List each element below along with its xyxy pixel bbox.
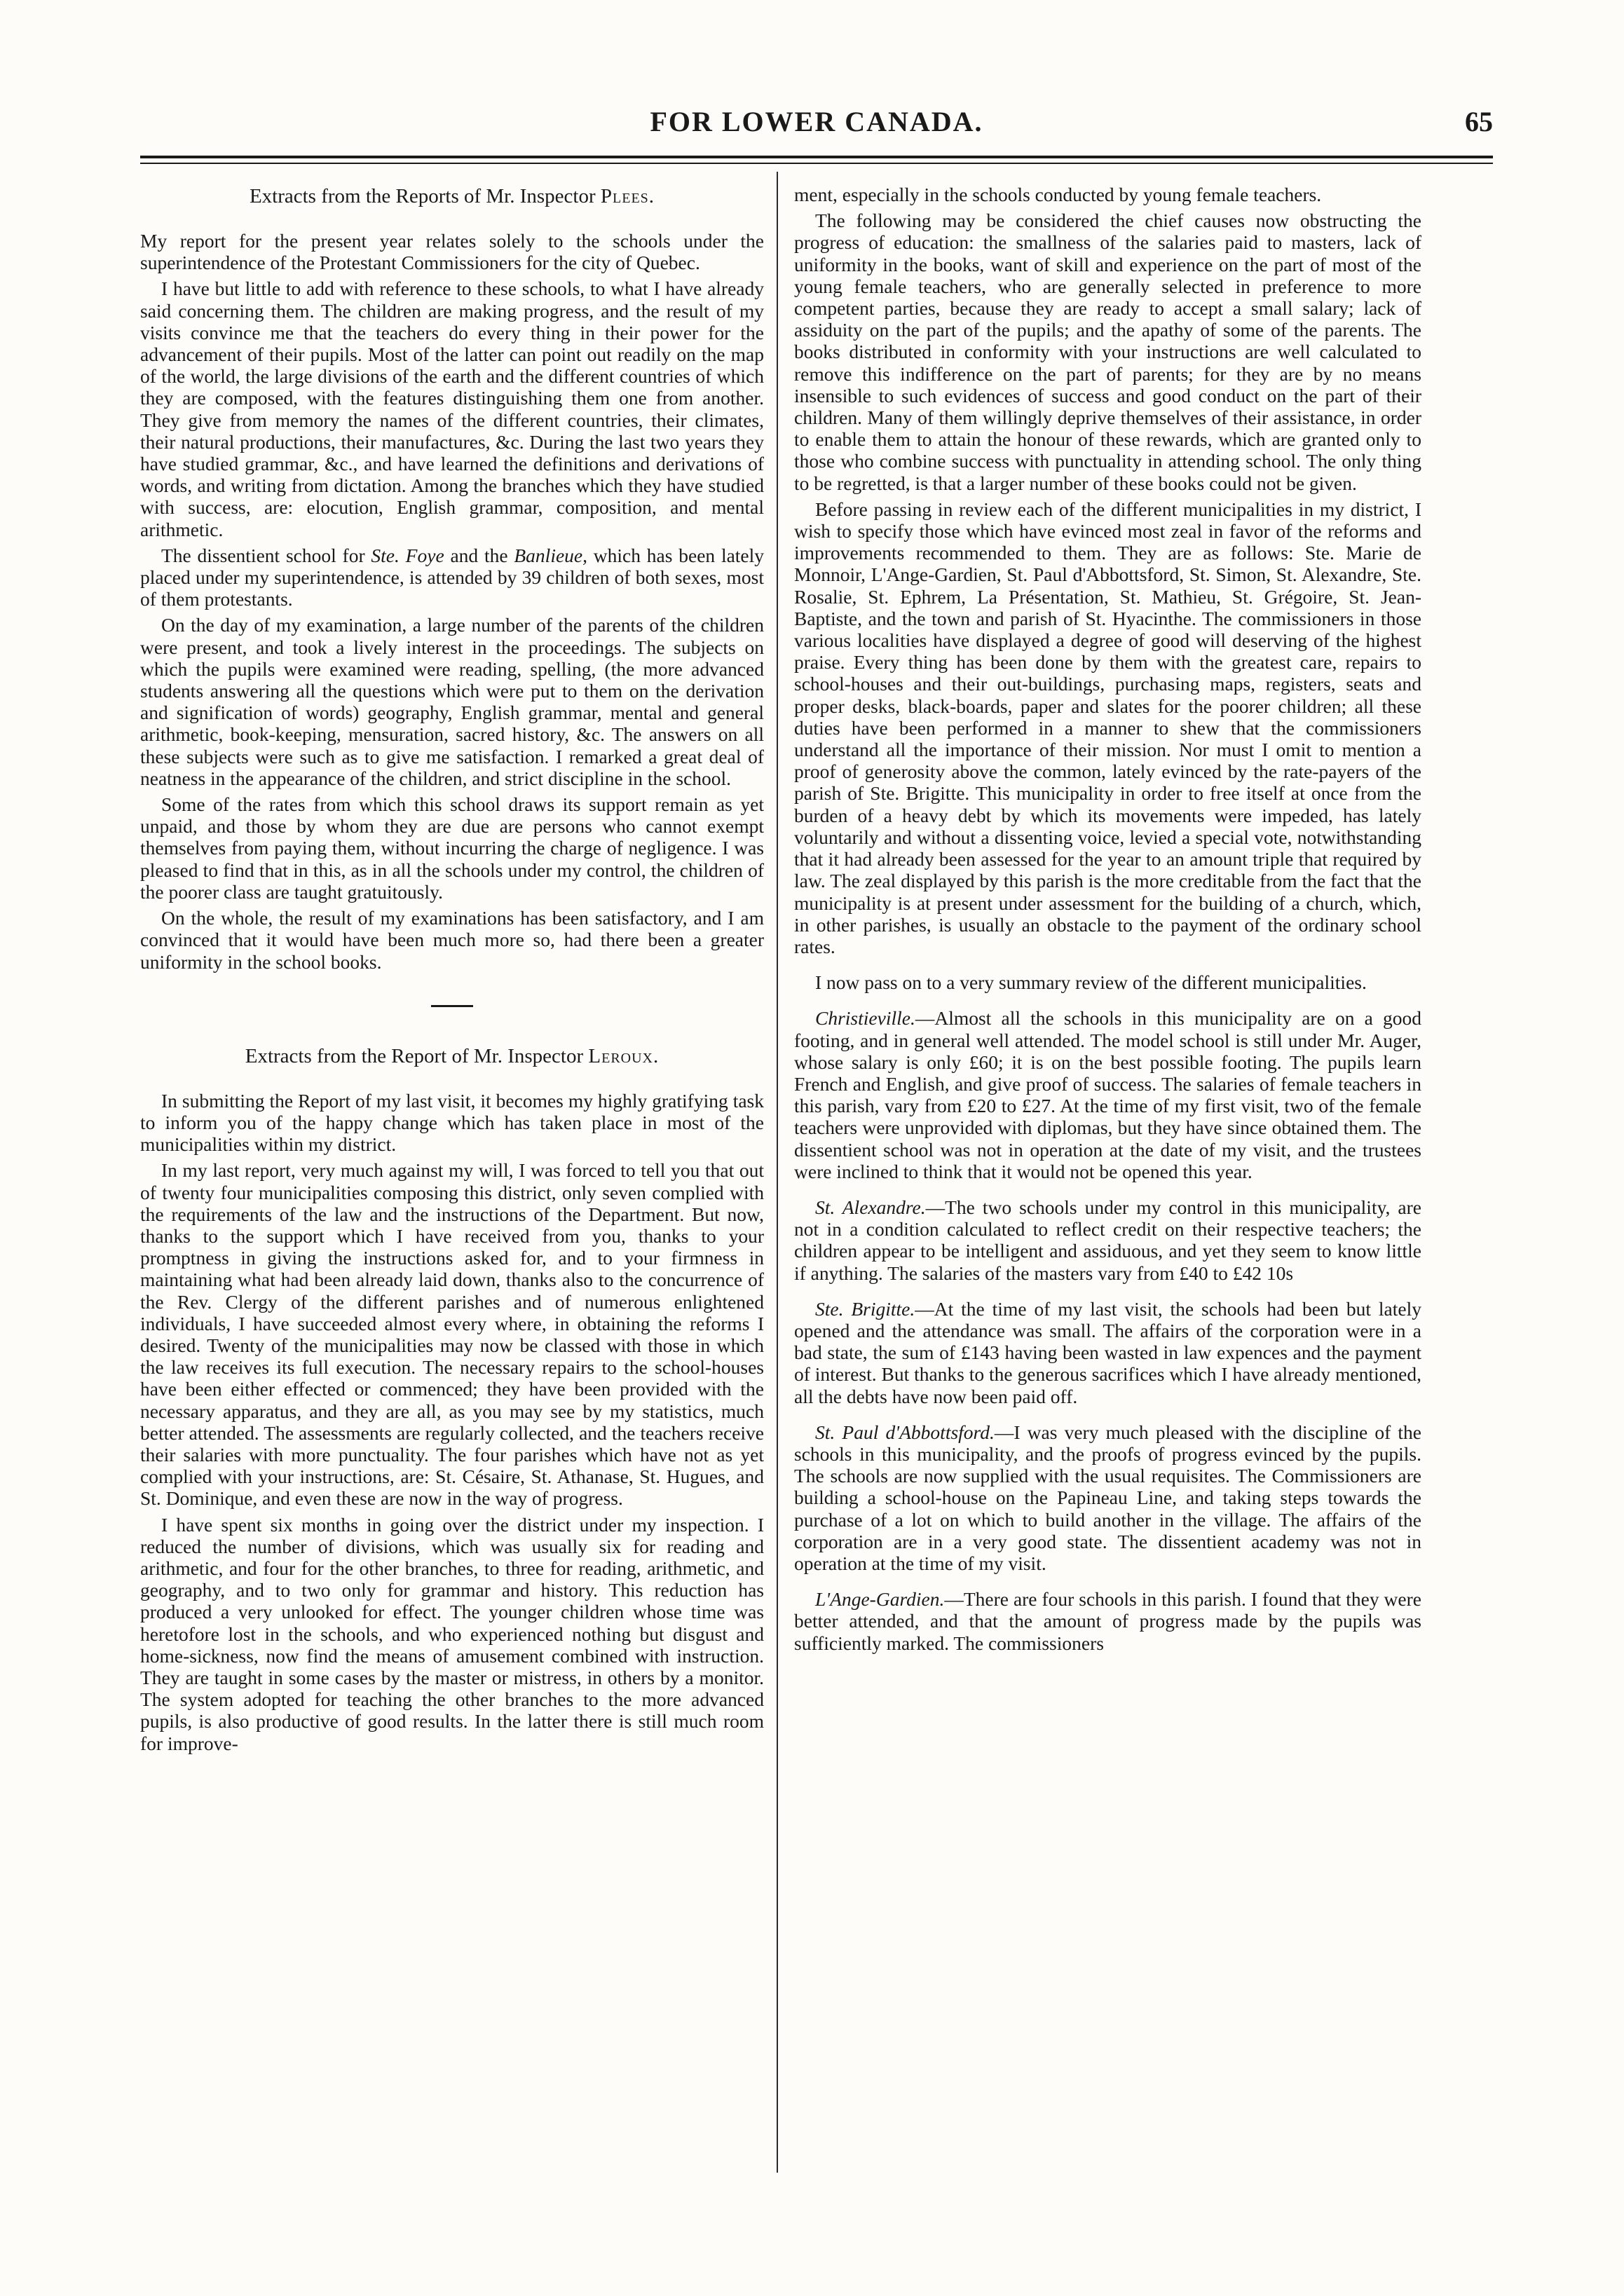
paragraph: The following may be considered the chief causes now obstructing the progress of education: the smallness of the salaries paid to masters, lack of uniformity in the books, want of skill and experience on the part of most of the young female teachers, who are generally selected in preference to more competent parties, because they are ready to accept a small salary; lack of assiduity on the part of the pupils; and the apathy of some of the parents. The books distributed in conformity with your instructions are well calculated to remove this indifference on the part of parents; for they are by no means insensible to such evidences of success and good conduct on the part of their children. Many of them willingly deprive themselves of their assistance, in order to enable them to attain the honour of these rewards, which are granted only to those who combine success with punctuality in attending school. The only thing to be regretted, is that a larger number of these books could not be given. <box>794 210 1421 494</box>
paragraph: I have but little to add with reference to these schools, to what I have already said concerning them. The children are making progress, and the result of my visits convince me that the teachers do every thing in their power for the advancement of their pupils. Most of the latter can point out readily on the map of the world, the large divisions of the earth and the different countries of which they are composed, with the features distinguishing them one from another. They give from memory the names of the different countries, their climates, their natural productions, their manufactures, &c. During the last two years they have studied grammar, &c., and have learned the definitions and derivations of words, and writing from dictation. Among the branches which they have studied with success, are: elocution, English grammar, composition, and mental arithmetic. <box>140 278 764 540</box>
left-column <box>140 184 764 2174</box>
section-heading-plees <box>140 184 764 209</box>
header-rule-thin <box>140 163 1493 164</box>
paragraph: In my last report, very much against my will, I was forced to tell you that out of twenty four municipalities composing this district, only seven complied with the requirements of the law and the instructions of the Department. But now, thanks to the support which I have received from you, thanks to your promptness in giving the instructions asked for, and to your firmness in maintaining what had been already laid down, thanks also to the concurrence of the Rev. Clergy of the different parishes and of numerous enlightened individuals, I have succeeded almost every where, in obtaining the reforms I desired. Twenty of the municipalities may now be classed with those in which the law receives its full execution. The necessary repairs to the school-houses have been either effected or commenced; they have been provided with the necessary apparatus, and they are all, as you may see by my statistics, much better attended. The assessments are regularly collected, and the teachers receive their salaries with more punctuality. The four parishes which have not as yet complied with your instructions, are: St. Césaire, St. Athanase, St. Hugues, and St. Dominique, and even these are now in the way of progress. <box>140 1159 764 1510</box>
paragraph: Before passing in review each of the different municipalities in my district, I wish to specify those which have evinced most zeal in favor of the reforms and improvements recommended to them. They are as follows: Ste. Marie de Monnoir, L'Ange-Gardien, St. Paul d'Abbottsford, St. Simon, St. Alexandre, Ste. Rosalie, St. Ephrem, La Présentation, St. Mathieu, St. Grégoire, St. Jean-Baptiste, and the town and parish of St. Hyacinthe. The commissioners in those various localities have displayed a degree of good will deserving of the highest praise. Every thing has been done by them with the greatest care, repairs to school-houses and their out-buildings, purchasing maps, registers, seats and proper desks, black-boards, paper and slates for the poorer children; all these duties have been performed in a manner to shew that the commissioners understand all the importance of their mission. Nor must I omit to mention a proof of generosity above the common, lately evinced by the rate-payers of the parish of Ste. Brigitte. This municipality in order to free itself at once from the burden of a heavy debt by which its movements were impeded, has lately voluntarily and without a dissenting voice, levied a special vote, notwithstanding that it had already been assessed for the year to an amount triple that required by law. The zeal displayed by this parish is the more creditable from the fact that the municipality is at present under assessment for the building of a church, which, in other parishes, is usually an obstacle to the payment of the ordinary school rates. <box>794 498 1421 957</box>
paragraph: On the day of my examination, a large number of the parents of the children were present, and took a lively interest in the proceedings. The subjects on which the pupils were examined were reading, spelling, (the more advanced students answering all the questions which were put to them on the derivation and signification of words) geography, English grammar, mental and general arithmetic, book-keeping, mensuration, sacred history, &c. The answers on all these subjects were such as to give me satisfaction. I remarked a great deal of neatness in the appearance of the children, and strict discipline in the school. <box>140 614 764 789</box>
heading-prefix: Extracts from the Reports of Mr. Inspector <box>249 185 596 207</box>
entry-text: —I was very much pleased with the discipline of the schools in this municipality, and the proofs of progress evinced by the pupils. The schools are now supplied with the usual requisites. The Commissioners are building a school-house on the Papineau Line, and taking steps towards the purchase of a lot on which to build another in the village. The affairs of the corporation are in a very good state. The dissentient academy was not in operation at the time of my visit. <box>794 1421 1421 1574</box>
place-name: Ste. Foye <box>371 544 444 566</box>
section-separator <box>431 1005 473 1007</box>
municipality-name: Ste. Brigitte. <box>815 1297 915 1320</box>
spacer <box>794 962 1421 971</box>
spacer <box>794 1288 1421 1298</box>
paragraph: In submitting the Report of my last visit, it becomes my highly gratifying task to inform you of the happy change which has taken place in most of the municipalities within my district. <box>140 1089 764 1156</box>
paragraph: I have spent six months in going over the district under my inspection. I reduced the number of divisions, which was usually six for reading and arithmetic, and four for the other branches, to three for reading, arithmetic, and geography, and to two only for grammar and history. This reduction has produced a very unlooked for effect. The younger children whose time was heretofore lost in the schools, and who experienced nothing but disgust and home-sickness, now find the means of amusement combined with instruction. They are taught in some cases by the master or mistress, in others by a monitor. The system adopted for teaching the other branches to the more advanced pupils, is also productive of good results. In the latter there is still much room for improve- <box>140 1513 764 1754</box>
municipality-entry <box>794 1421 1421 1574</box>
section-heading-leroux <box>140 1044 764 1069</box>
running-title: FOR LOWER CANADA. <box>650 106 983 137</box>
spacer <box>794 997 1421 1007</box>
municipality-name: L'Ange-Gardien. <box>815 1588 945 1611</box>
column-divider <box>777 172 778 2173</box>
entry-text: —The two schools under my control in this municipality, are not in a condition calculated to reflect credit on their respective teachers; the children appear to be intelligent and assiduous, and yet they seem to know little if anything. The salaries of the masters vary from £40 to £42 10s <box>794 1196 1421 1284</box>
paragraph: Some of the rates from which this school draws its support remain as yet unpaid, and those by whom they are due are persons who cannot exempt themselves from paying them, without incurring the charge of negligence. I was pleased to find that in this, as in all the schools under my control, the children of the poorer class are taught gratuitously. <box>140 793 764 903</box>
entry-text: —At the time of my last visit, the schools had been but lately opened and the attendance was small. The affairs of the corporation were in a bad state, the sum of £143 having been wasted in law expences and the payment of interest. But thanks to the generous sacrifices which I have already mentioned, all the debts have now been paid off. <box>794 1297 1421 1407</box>
heading-prefix: Extracts from the Report of Mr. Inspector <box>245 1044 584 1067</box>
right-column <box>794 184 1421 2174</box>
municipality-name: St. Paul d'Abbottsford. <box>815 1421 995 1443</box>
paragraph: ment, especially in the schools conducted by young female teachers. <box>794 184 1322 205</box>
text-run: and <box>450 544 479 566</box>
text-run: The dissentient school for <box>161 544 365 566</box>
inspector-name: Plees. <box>600 185 655 207</box>
text-run: which has been lately placed under my superintendence, is attended by 39 children of both sexes, most of them protestants. <box>140 544 764 610</box>
text-run: the <box>484 544 508 566</box>
spacer <box>794 1578 1421 1588</box>
municipality-entry <box>794 1588 1421 1654</box>
entry-text: —There are four schools in this parish. I found that they were better attended, and that the amount of progress made by the pupils was sufficiently marked. The commissioners <box>794 1588 1421 1654</box>
paragraph-dissentient-school <box>140 545 764 610</box>
spacer <box>794 1187 1421 1196</box>
municipality-name: St. Alexandre. <box>815 1196 926 1218</box>
municipality-entry <box>794 1196 1421 1284</box>
spacer <box>794 1412 1421 1421</box>
paragraph: My report for the present year relates solely to the schools under the superintendence of the Protestant Commissioners for the city of Quebec. <box>140 230 764 274</box>
entry-text: —Almost all the schools in this municipality are on a good footing, and in general well attended. The model school is still under Mr. Auger, whose salary is only £60; it is on the best possible footing. The pupils learn French and English, and give proof of success. The salaries of female teachers in this parish, vary from £20 to £27. At the time of my first visit, two of the female teachers were unprovided with diplomas, but they have since obtained them. The dissentient school was not in operation at the date of my visit, and the trustees were inclined to think that it would not be opened this year. <box>794 1007 1421 1182</box>
paragraph: I now pass on to a very summary review of the different municipalities. <box>815 971 1367 994</box>
inspector-name: Leroux. <box>588 1044 660 1067</box>
municipality-name: Christieville. <box>815 1007 915 1030</box>
municipality-entry <box>794 1298 1421 1407</box>
running-head <box>140 105 1493 147</box>
municipality-entry <box>794 1007 1421 1182</box>
page-number: 65 <box>1465 106 1493 137</box>
place-name: Banlieue, <box>514 544 587 566</box>
header-rule-thick <box>140 156 1493 158</box>
paragraph: On the whole, the result of my examinations has been satisfactory, and I am convinced that it would have been much more so, had there been a greater uniformity in the school books. <box>140 907 764 973</box>
